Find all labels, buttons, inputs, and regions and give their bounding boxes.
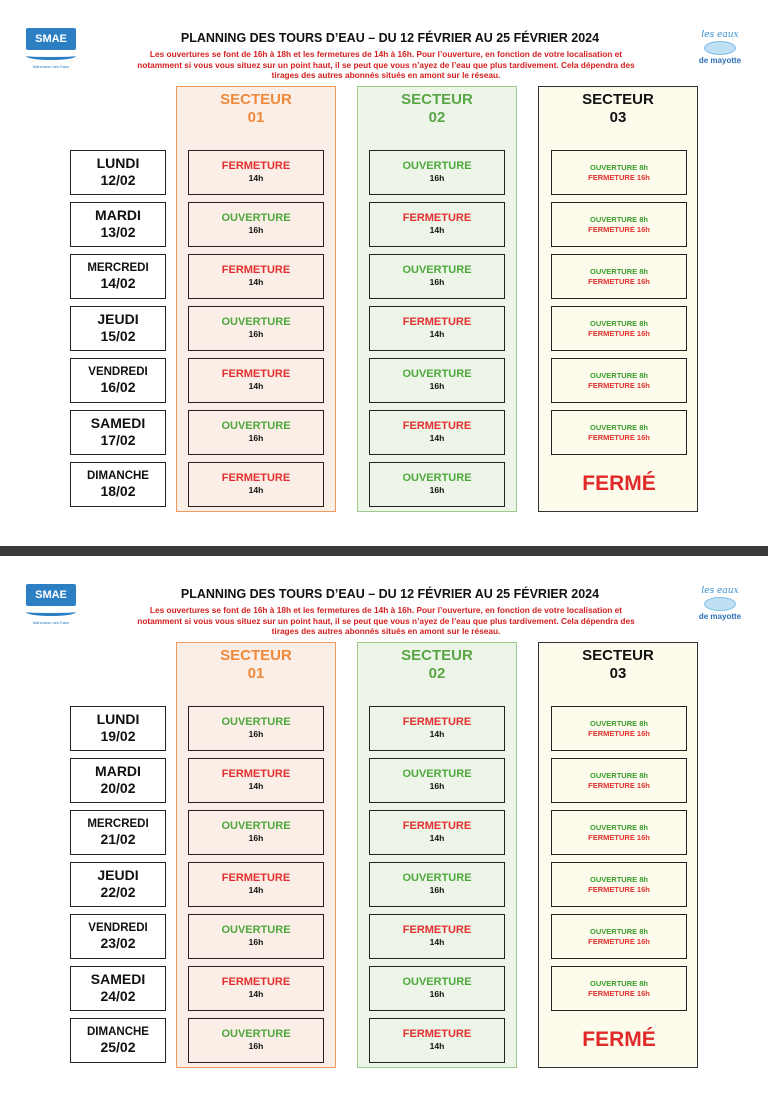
sector-03-open: OUVERTURE 8h [590, 979, 648, 988]
day-name: LUNDI [96, 155, 140, 171]
wave-icon [26, 52, 76, 60]
day-name: MARDI [95, 207, 141, 223]
day-label [70, 410, 166, 455]
notice-line: Les ouvertures se font de 16h à 18h et les fermetures de 14h à 16h. Pour l’ouverture, en fonction de votre localisation et [149, 49, 623, 59]
sector-01-cell [188, 1018, 324, 1063]
day-date: 22/02 [100, 884, 136, 900]
day-name: MERCREDI [87, 262, 149, 274]
day-label [70, 202, 166, 247]
water-hour: 14h [429, 729, 445, 739]
sector-03-cell [551, 758, 687, 803]
sector-header [539, 647, 697, 683]
day-label [70, 862, 166, 907]
water-hour: 14h [248, 485, 264, 495]
day-label [70, 706, 166, 751]
sector-02-cell [369, 966, 505, 1011]
water-hour: 14h [248, 381, 264, 391]
sector-header-label: SECTEUR [220, 647, 292, 664]
water-drop-icon [704, 41, 736, 55]
sector-header-number: 03 [609, 665, 627, 682]
water-status: FERMETURE [221, 160, 291, 172]
day-label [70, 306, 166, 351]
water-hour: 14h [429, 225, 445, 235]
water-hour: 16h [429, 485, 445, 495]
sector-03-open: OUVERTURE 8h [590, 215, 648, 224]
day-label [70, 810, 166, 855]
day-label [70, 462, 166, 507]
water-status: FERMETURE [221, 768, 291, 780]
water-status: OUVERTURE [402, 472, 472, 484]
water-hour: 14h [248, 989, 264, 999]
sector-01-cell [188, 306, 324, 351]
water-status: OUVERTURE [221, 1028, 291, 1040]
sector-03-close: FERMETURE 16h [588, 381, 650, 390]
sector-header-number: 01 [247, 109, 265, 126]
water-hour: 16h [429, 885, 445, 895]
water-status: FERMETURE [402, 212, 472, 224]
day-date: 24/02 [100, 988, 136, 1004]
day-date: 23/02 [100, 935, 136, 951]
sector-03-cell [551, 862, 687, 907]
day-label [70, 1018, 166, 1063]
day-date: 14/02 [100, 275, 136, 291]
sector-02-cell [369, 810, 505, 855]
sector-03-cell [551, 306, 687, 351]
sector-header [539, 91, 697, 127]
sector-03-open: OUVERTURE 8h [590, 875, 648, 884]
water-hour: 16h [429, 989, 445, 999]
notice-line: tirages des autres abonnés situés en amont sur le réseau. [271, 70, 501, 80]
sector-02-cell [369, 358, 505, 403]
day-date: 25/02 [100, 1039, 136, 1055]
water-status: OUVERTURE [221, 716, 291, 728]
sector-01-cell [188, 862, 324, 907]
sector-header-number: 01 [247, 665, 265, 682]
day-name: VENDREDI [88, 922, 148, 934]
sector-02-cell [369, 462, 505, 507]
page-separator [0, 546, 768, 556]
day-label [70, 254, 166, 299]
water-status: OUVERTURE [221, 212, 291, 224]
sector-02-cell [369, 862, 505, 907]
water-status: OUVERTURE [402, 768, 472, 780]
sector-03-close: FERMETURE 16h [588, 433, 650, 442]
day-date: 18/02 [100, 483, 136, 499]
day-name: DIMANCHE [87, 470, 149, 482]
sector-03-cell [551, 150, 687, 195]
sector-02-cell [369, 254, 505, 299]
day-date: 21/02 [100, 831, 136, 847]
notice-line: Les ouvertures se font de 16h à 18h et les fermetures de 14h à 16h. Pour l’ouverture, en fonction de votre localisation et [149, 605, 623, 615]
week-sheet-1 [0, 0, 768, 546]
sector-03-open: OUVERTURE 8h [590, 927, 648, 936]
smae-logo-text: SMAE [26, 28, 76, 50]
notice-line: tirages des autres abonnés situés en amont sur le réseau. [271, 626, 501, 636]
notice-line: notamment si vous vous situez sur un point haut, il se peut que vous n’ayez de l’eau que plus tardivement. Cela dépendra des [137, 59, 635, 70]
water-hour: 14h [248, 885, 264, 895]
day-name: DIMANCHE [87, 1026, 149, 1038]
water-status: FERMETURE [402, 420, 472, 432]
sector-header-label: SECTEUR [401, 91, 473, 108]
day-date: 13/02 [100, 224, 136, 240]
sector-01-cell [188, 410, 324, 455]
mayotte-logo-bottom: de mayotte [698, 612, 742, 621]
water-hour: 16h [248, 833, 264, 843]
water-hour: 14h [248, 277, 264, 287]
sector-03-cell [551, 358, 687, 403]
mayotte-logo-bottom: de mayotte [698, 56, 742, 65]
sector-03-closed: FERMÉ [582, 1028, 656, 1051]
sector-01-cell [188, 914, 324, 959]
sector-03-close: FERMETURE 16h [588, 729, 650, 738]
water-status: FERMETURE [221, 472, 291, 484]
water-hour: 16h [429, 781, 445, 791]
sector-header-number: 03 [609, 109, 627, 126]
water-hour: 16h [248, 433, 264, 443]
sector-03-close: FERMETURE 16h [588, 225, 650, 234]
sector-03-open: OUVERTURE 8h [590, 423, 648, 432]
day-name: JEUDI [97, 867, 139, 883]
water-status: OUVERTURE [402, 976, 472, 988]
sector-03-cell [551, 410, 687, 455]
water-status: FERMETURE [221, 976, 291, 988]
sector-03-cell [551, 706, 687, 751]
sector-03-close: FERMETURE 16h [588, 173, 650, 182]
sector-header [358, 91, 516, 127]
mayotte-logo-top: les eaux [701, 586, 739, 596]
sector-03-close: FERMETURE 16h [588, 329, 650, 338]
notice-line: notamment si vous vous situez sur un point haut, il se peut que vous n’ayez de l’eau que plus tardivement. Cela dépendra des [137, 615, 635, 626]
sector-header [177, 647, 335, 683]
sector-03-close: FERMETURE 16h [588, 989, 650, 998]
sector-header-number: 02 [428, 109, 446, 126]
water-hour: 16h [248, 329, 264, 339]
water-status: OUVERTURE [221, 420, 291, 432]
sector-03-open: OUVERTURE 8h [590, 319, 648, 328]
sector-03-cell [551, 254, 687, 299]
water-status: FERMETURE [402, 316, 472, 328]
sector-header [177, 91, 335, 127]
sector-01-cell [188, 358, 324, 403]
sector-03-open: OUVERTURE 8h [590, 163, 648, 172]
day-name: SAMEDI [90, 415, 146, 431]
water-hour: 16h [429, 381, 445, 391]
sector-03-cell [551, 810, 687, 855]
sector-03-close: FERMETURE 16h [588, 885, 650, 894]
sector-02-cell [369, 758, 505, 803]
day-name: VENDREDI [88, 366, 148, 378]
sector-02-cell [369, 202, 505, 247]
smae-logo [26, 28, 76, 78]
page-title: PLANNING DES TOURS D’EAU – DU 12 FÉVRIER AU 25 FÉVRIER 2024 [180, 31, 600, 45]
sector-03-close: FERMETURE 16h [588, 833, 650, 842]
day-date: 19/02 [100, 728, 136, 744]
sector-header-label: SECTEUR [220, 91, 292, 108]
day-label [70, 966, 166, 1011]
water-status: FERMETURE [402, 924, 472, 936]
sector-03-close: FERMETURE 16h [588, 277, 650, 286]
sector-header-label: SECTEUR [401, 647, 473, 664]
sector-02-cell [369, 706, 505, 751]
day-name: MARDI [95, 763, 141, 779]
water-hour: 14h [429, 833, 445, 843]
day-name: SAMEDI [90, 971, 146, 987]
sector-01-cell [188, 150, 324, 195]
sector-02-cell [369, 306, 505, 351]
water-status: OUVERTURE [402, 872, 472, 884]
sector-01-cell [188, 810, 324, 855]
sector-03-cell [551, 914, 687, 959]
sector-02-cell [369, 150, 505, 195]
sector-03-cell [551, 966, 687, 1011]
smae-logo-text: SMAE [26, 584, 76, 606]
sector-03-open: OUVERTURE 8h [590, 823, 648, 832]
water-hour: 14h [429, 433, 445, 443]
sector-01-cell [188, 706, 324, 751]
day-date: 17/02 [100, 432, 136, 448]
smae-logo-tagline: Mahoraise des Eaux [32, 64, 70, 69]
week-sheet-2 [0, 556, 768, 1102]
water-status: OUVERTURE [221, 316, 291, 328]
sector-02-cell [369, 914, 505, 959]
sector-header-number: 02 [428, 665, 446, 682]
water-status: FERMETURE [221, 368, 291, 380]
sector-03-closed: FERMÉ [582, 472, 656, 495]
water-status: OUVERTURE [402, 264, 472, 276]
sector-03-close: FERMETURE 16h [588, 937, 650, 946]
water-hour: 14h [429, 937, 445, 947]
sector-01-cell [188, 202, 324, 247]
day-label [70, 358, 166, 403]
sector-header-label: SECTEUR [582, 647, 654, 664]
day-name: MERCREDI [87, 818, 149, 830]
water-status: FERMETURE [402, 1028, 472, 1040]
day-name: LUNDI [96, 711, 140, 727]
sector-02-cell [369, 1018, 505, 1063]
sector-03-open: OUVERTURE 8h [590, 719, 648, 728]
day-date: 20/02 [100, 780, 136, 796]
water-hour: 14h [248, 173, 264, 183]
sector-01-cell [188, 462, 324, 507]
day-label [70, 758, 166, 803]
sector-02-cell [369, 410, 505, 455]
day-label [70, 150, 166, 195]
sector-01-cell [188, 966, 324, 1011]
day-date: 16/02 [100, 379, 136, 395]
day-name: JEUDI [97, 311, 139, 327]
water-hour: 16h [248, 1041, 264, 1051]
sector-03-open: OUVERTURE 8h [590, 771, 648, 780]
water-hour: 14h [429, 329, 445, 339]
sector-03-cell [551, 202, 687, 247]
day-date: 15/02 [100, 328, 136, 344]
water-hour: 16h [429, 173, 445, 183]
eaux-de-mayotte-logo [692, 586, 748, 632]
wave-icon [26, 608, 76, 616]
water-hour: 16h [248, 225, 264, 235]
water-hour: 14h [429, 1041, 445, 1051]
water-status: OUVERTURE [402, 160, 472, 172]
day-label [70, 914, 166, 959]
water-status: OUVERTURE [402, 368, 472, 380]
schedule-notice [94, 605, 678, 637]
water-status: FERMETURE [402, 716, 472, 728]
water-drop-icon [704, 597, 736, 611]
water-status: OUVERTURE [221, 924, 291, 936]
page-title: PLANNING DES TOURS D’EAU – DU 12 FÉVRIER AU 25 FÉVRIER 2024 [180, 587, 600, 601]
smae-logo-tagline: Mahoraise des Eaux [32, 620, 70, 625]
sector-01-cell [188, 758, 324, 803]
water-hour: 14h [248, 781, 264, 791]
water-status: FERMETURE [221, 264, 291, 276]
water-hour: 16h [248, 729, 264, 739]
eaux-de-mayotte-logo [692, 30, 748, 76]
sector-header-label: SECTEUR [582, 91, 654, 108]
sector-03-open: OUVERTURE 8h [590, 267, 648, 276]
schedule-notice [94, 49, 678, 81]
water-status: FERMETURE [402, 820, 472, 832]
water-hour: 16h [248, 937, 264, 947]
water-hour: 16h [429, 277, 445, 287]
sector-header [358, 647, 516, 683]
smae-logo [26, 584, 76, 634]
sector-03-close: FERMETURE 16h [588, 781, 650, 790]
sector-01-cell [188, 254, 324, 299]
day-date: 12/02 [100, 172, 136, 188]
mayotte-logo-top: les eaux [701, 30, 739, 40]
water-status: OUVERTURE [221, 820, 291, 832]
sector-03-open: OUVERTURE 8h [590, 371, 648, 380]
water-status: FERMETURE [221, 872, 291, 884]
